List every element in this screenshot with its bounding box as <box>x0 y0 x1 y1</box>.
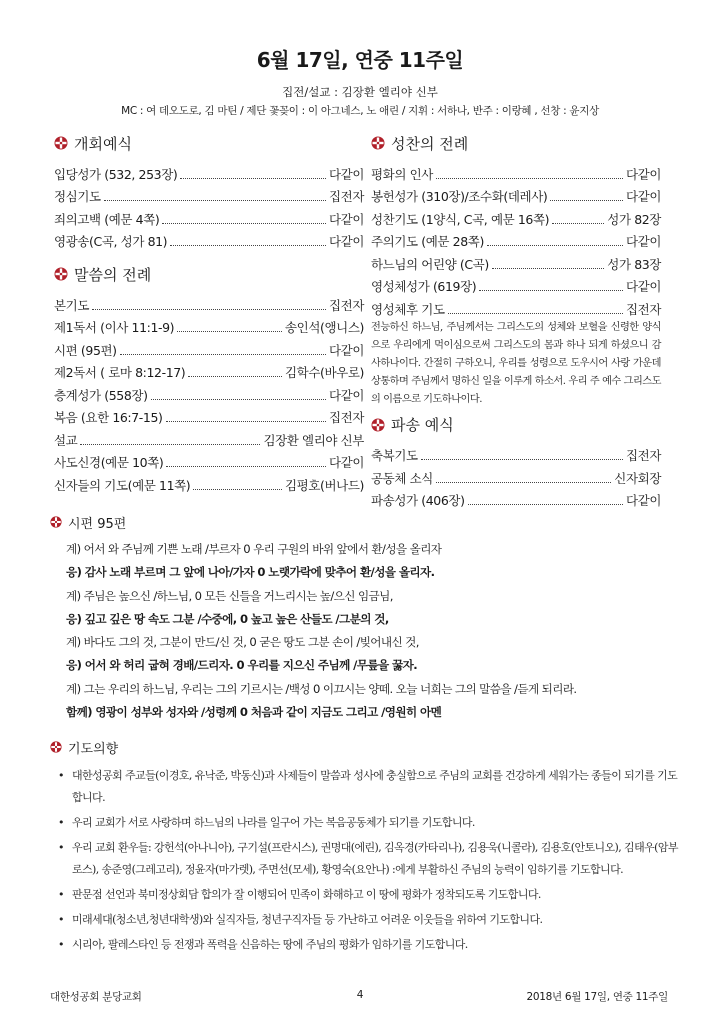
intentions-heading <box>50 737 686 757</box>
left-column <box>54 131 364 494</box>
dot-leader <box>177 331 282 332</box>
order-label: 하느님의 어린양 (C곡) <box>371 256 489 272</box>
order-value: 다같이 <box>328 211 364 227</box>
dismissal-list <box>371 442 661 510</box>
order-label: 정심기도 <box>54 189 101 204</box>
order-value: 다같이 <box>328 166 364 182</box>
red-cross-circle-icon <box>50 516 62 528</box>
order-label: 평화의 인사 <box>371 166 433 182</box>
order-value: 집전자 <box>625 301 661 317</box>
word-list <box>54 291 364 494</box>
order-row <box>371 487 661 510</box>
section-title: 말씀의 전례 <box>74 265 152 284</box>
order-label: 영광송(C곡, 성가 81) <box>54 234 168 249</box>
order-value: 다같이 <box>328 387 364 403</box>
order-row <box>54 291 364 314</box>
order-row <box>371 250 661 273</box>
section-title: 파송 예식 <box>391 416 454 434</box>
psalm-line: 응) 감사 노래 부르며 그 앞에 나아/가자 0 노랫가락에 맞추어 환/성을 올리자. <box>66 565 435 580</box>
order-value: 김학수(바우로) <box>284 365 364 380</box>
order-row <box>54 228 364 251</box>
dot-leader <box>421 459 623 460</box>
section-eucharist <box>371 131 661 155</box>
intentions-section <box>50 737 686 959</box>
order-label: 사도신경(예문 10쪽) <box>54 455 164 470</box>
psalm-line: 응) 어서 와 허리 굽혀 경배/드리자. 0 우리를 지으신 주님께 /무릎을 꿇자. <box>66 658 418 673</box>
post-communion-prayer: 전능하신 하느님, 주님께서는 그리스도의 성체와 보혈을 신령한 양식으로 우리에게 먹이심으로써 그리스도의 몸과 하나 되게 하셨으니 감사하나이다. 간절히 구하오니, 우리를 성령으로 도우시어 사랑 가운데 상통하며 주님께서 명하신 일을 이루게 하소서. 우리 주 예수 그리스도의 이름으로 기도하나이다. <box>371 321 661 405</box>
order-value: 집전자 <box>328 410 364 425</box>
celebrant-line: 집전/설교 : 김장환 엘리야 신부 <box>282 85 438 99</box>
dot-leader <box>479 290 623 291</box>
order-value: 김평호(버나드) <box>284 477 364 493</box>
psalm-heading <box>50 512 680 532</box>
order-row <box>54 160 364 183</box>
red-cross-circle-icon <box>54 136 68 150</box>
dot-leader <box>193 489 282 490</box>
psalm-line: 계) 주님은 높으신 /하느님, 0 모든 신들을 거느리시는 높/으신 임금님, <box>66 588 393 603</box>
dot-leader <box>188 376 282 377</box>
staff-line: MC : 여 데오도로, 김 마틴 / 제단 꽃꽂이 : 이 아그네스, 노 애린 / 지휘 : 서하나, 반주 : 이랑혜 , 선창 : 윤지상 <box>121 105 599 117</box>
order-label: 설교 <box>54 432 78 448</box>
list-item: • 시리아, 팔레스타인 등 전쟁과 폭력을 신음하는 땅에 주님의 평화가 임하기를 기도합니다. <box>50 934 686 956</box>
order-label: 입당성가 (532, 253장) <box>54 166 178 182</box>
order-value: 다같이 <box>328 234 364 249</box>
dot-leader <box>550 200 623 201</box>
order-value: 집전자 <box>625 448 661 463</box>
order-label: 성찬기도 (1양식, C곡, 예문 16쪽) <box>371 211 550 227</box>
red-cross-circle-icon <box>371 418 385 432</box>
dot-leader <box>80 444 260 445</box>
dot-leader <box>104 200 326 201</box>
order-value: 다같이 <box>625 189 661 204</box>
order-row <box>54 426 364 449</box>
list-item: • 판문점 선언과 북미정상회담 합의가 잘 이행되어 민족이 화해하고 이 땅에 평화가 정착되도록 기도합니다. <box>50 884 686 906</box>
order-label: 영성체성가 (619장) <box>371 279 477 294</box>
order-row <box>54 404 364 427</box>
order-value: 신자회장 <box>614 470 661 486</box>
section-word <box>54 262 364 286</box>
order-label: 파송성가 (406장) <box>371 493 465 508</box>
dot-leader <box>436 482 611 483</box>
order-row <box>54 183 364 206</box>
red-cross-circle-icon <box>54 267 68 281</box>
dot-leader <box>166 466 326 467</box>
order-label: 제1독서 (이사 11:1-9) <box>54 320 175 335</box>
dot-leader <box>552 223 604 224</box>
order-row <box>54 205 364 228</box>
red-cross-circle-icon <box>371 136 385 150</box>
psalm-line: 응) 깊고 깊은 땅 속도 그분 /수중에, 0 높고 높은 산들도 /그분의 것, <box>66 611 389 626</box>
order-value: 성가 83장 <box>607 256 661 272</box>
order-row <box>371 295 661 318</box>
order-label: 제2독서 ( 로마 8:12-17) <box>54 365 186 380</box>
order-label: 죄의고백 (예문 4쪽) <box>54 211 160 227</box>
order-label: 복음 (요한 16:7-15) <box>54 410 163 425</box>
order-value: 다같이 <box>625 166 661 182</box>
order-label: 공동체 소식 <box>371 470 433 486</box>
section-title: 시편 95편 <box>68 516 127 532</box>
order-value: 다같이 <box>328 455 364 470</box>
section-title: 기도의향 <box>68 741 119 757</box>
order-row <box>54 359 364 382</box>
red-cross-circle-icon <box>50 741 62 753</box>
psalm-lines <box>50 538 680 724</box>
dot-leader <box>151 399 326 400</box>
page-number: 4 <box>356 989 364 1001</box>
list-item: • 우리 교회가 서로 사랑하며 하느님의 나라를 일구어 가는 복음공동체가 되기를 기도합니다. <box>50 812 686 834</box>
order-row <box>54 314 364 337</box>
psalm-line: 계) 그는 우리의 하느님, 우리는 그의 기르시는 /백성 0 이끄시는 양떼. 오늘 너희는 그의 말씀을 /듣게 되리라. <box>66 681 577 696</box>
dot-leader <box>492 268 604 269</box>
footer-church: 대한성공회 분당교회 <box>50 991 142 1003</box>
section-title: 개회예식 <box>74 134 132 153</box>
order-label: 영성체후 기도 <box>371 301 445 317</box>
dot-leader <box>166 421 326 422</box>
psalm-section <box>50 512 680 724</box>
order-row <box>371 160 661 183</box>
order-value: 성가 82장 <box>607 211 661 227</box>
order-label: 축복기도 <box>371 448 418 463</box>
section-title: 성찬의 전례 <box>391 134 469 153</box>
footer-date: 2018년 6월 17일, 연중 11주일 <box>526 991 668 1003</box>
dot-leader <box>180 178 326 179</box>
psalm-line: 함께) 영광이 성부와 성자와 /성령께 0 처음과 같이 지금도 그리고 /영원히 아멘 <box>66 705 442 720</box>
order-row <box>54 471 364 494</box>
dot-leader <box>436 178 623 179</box>
right-column <box>371 131 661 509</box>
order-value: 다같이 <box>625 279 661 294</box>
order-row <box>371 228 661 251</box>
order-label: 봉헌성가 (310장)/조수화(데레사) <box>371 189 548 204</box>
order-row <box>54 381 364 404</box>
psalm-line: 계) 바다도 그의 것, 그분이 만드/신 것, 0 굳은 땅도 그분 손이 /빚어내신 것, <box>66 635 419 650</box>
dot-leader <box>487 245 623 246</box>
order-value: 집전자 <box>328 297 364 313</box>
section-dismissal <box>371 413 661 437</box>
order-label: 주의기도 (예문 28쪽) <box>371 234 484 249</box>
order-value: 송인석(앵니스) <box>284 320 364 335</box>
list-item: • 미래세대(청소년,청년대학생)와 실직자들, 청년구직자들 등 가난하고 어려운 이웃들을 위하여 기도합니다. <box>50 909 686 931</box>
order-value: 김장환 엘리야 신부 <box>263 432 364 448</box>
section-opening <box>54 131 364 155</box>
order-label: 신자들의 기도(예문 11쪽) <box>54 477 191 493</box>
dot-leader <box>162 223 326 224</box>
order-row <box>371 464 661 487</box>
order-label: 본기도 <box>54 297 90 313</box>
order-value: 다같이 <box>625 234 661 249</box>
intentions-list <box>50 765 686 956</box>
order-row <box>371 205 661 228</box>
order-row <box>54 449 364 472</box>
order-row <box>371 183 661 206</box>
order-value: 다같이 <box>328 342 364 358</box>
opening-list <box>54 160 364 250</box>
order-row <box>371 442 661 465</box>
psalm-line: 계) 어서 와 주님께 기쁜 노래 /부르자 0 우리 구원의 바위 앞에서 환/성을 올리자 <box>66 542 442 556</box>
order-value: 집전자 <box>328 189 364 204</box>
dot-leader <box>92 309 326 310</box>
order-row <box>54 336 364 359</box>
dot-leader <box>120 354 326 355</box>
eucharist-list <box>371 160 661 318</box>
order-label: 시편 (95편) <box>54 342 117 358</box>
dot-leader <box>468 504 623 505</box>
order-row <box>371 273 661 296</box>
dot-leader <box>448 313 623 314</box>
order-label: 층계성가 (558장) <box>54 387 148 403</box>
list-item: • 대한성공회 주교들(이경호, 유낙준, 박동신)과 사제들이 말씀과 성사에 충실함으로 주님의 교회를 건강하게 세워가는 종들이 되기를 기도합니다. <box>50 765 686 809</box>
list-item: • 우리 교회 환우들: 강헌석(아나니아), 구기설(프란시스), 권명대(에린), 김옥경(카타리나), 김용욱(니콜라), 김용호(안토니오), 김태우(암부로스), 송준영(그레고리), 정윤자(마가렛), 주면선(모세), 황영숙(요안나) :에게 부활하신 주님의 능력이 임하기를 기도합니다. <box>50 837 686 881</box>
order-value: 다같이 <box>625 493 661 508</box>
page-title: 6월 17일, 연중 11주일 <box>256 48 464 72</box>
dot-leader <box>170 245 326 246</box>
